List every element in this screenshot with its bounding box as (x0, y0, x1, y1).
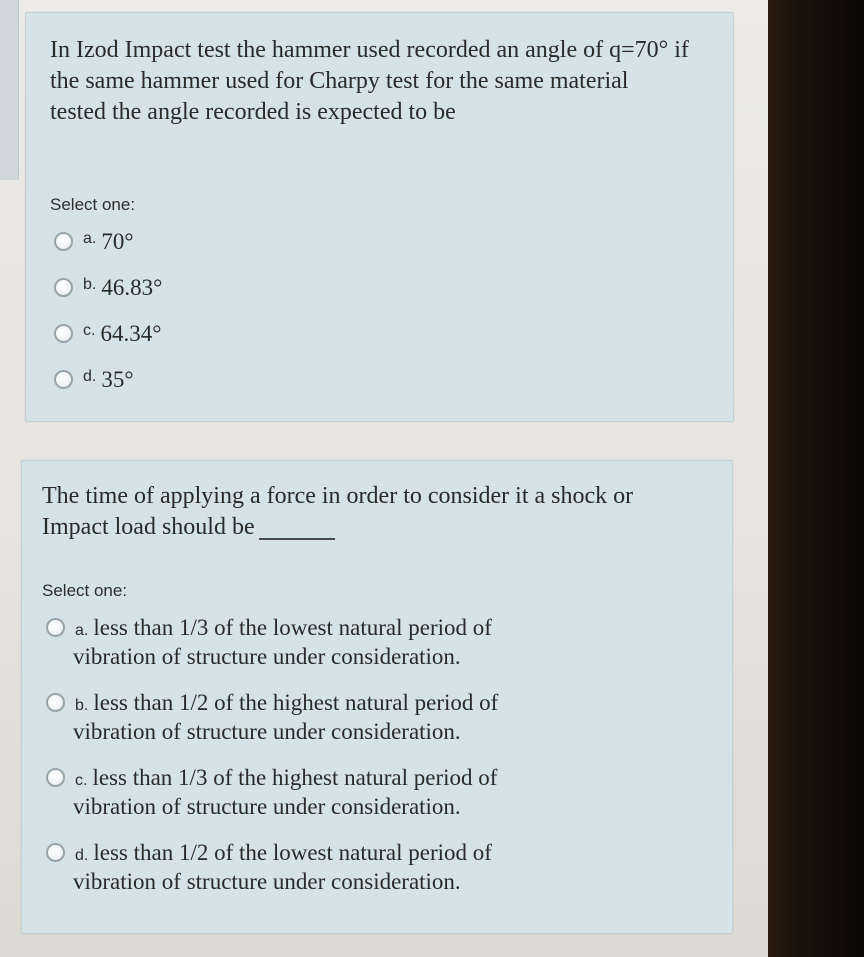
option-body (75, 613, 492, 671)
question-text-2 (42, 481, 692, 543)
option-body (75, 688, 498, 746)
option-body (75, 838, 492, 896)
option-text-line2: vibration of structure under consideration. (73, 644, 461, 669)
option-letter: b. (83, 276, 97, 293)
radio-button-icon[interactable] (46, 843, 65, 862)
answer-blank (259, 538, 335, 540)
option-first-line (75, 763, 497, 792)
answer-options-2 (46, 613, 666, 913)
question-card-2 (21, 460, 733, 934)
option-text: 35° (101, 367, 134, 392)
option-d[interactable] (54, 365, 162, 411)
question-prompt-2: The time of applying a force in order to consider it a shock or Impact load should be (42, 483, 634, 540)
left-edge-panel (0, 0, 19, 180)
option-a[interactable] (46, 613, 666, 688)
option-letter: a. (83, 230, 97, 247)
radio-button-icon[interactable] (54, 324, 73, 343)
option-letter: a. (75, 622, 89, 639)
option-letter: c. (83, 322, 96, 339)
radio-button-icon[interactable] (46, 768, 65, 787)
radio-button-icon[interactable] (54, 232, 73, 251)
select-one-label-2: Select one: (42, 581, 128, 600)
option-text-line1: less than 1/3 of the highest natural period of (92, 765, 498, 790)
option-first-line (75, 688, 498, 717)
option-c[interactable] (54, 319, 162, 365)
option-letter: d. (75, 847, 89, 864)
option-text-line2: vibration of structure under consideration. (73, 719, 461, 744)
option-c[interactable] (46, 763, 666, 838)
option-b[interactable] (46, 688, 666, 763)
option-first-line (75, 613, 492, 642)
radio-button-icon[interactable] (54, 278, 73, 297)
screen-bezel (768, 0, 864, 957)
question-text-1: In Izod Impact test the hammer used recorded an angle of q=70° if the same hammer used for Charpy test for the same material tested the angle recorded is expected to be (50, 37, 689, 125)
question-card-1 (25, 12, 734, 422)
option-a[interactable] (54, 227, 162, 273)
option-letter: d. (83, 368, 97, 385)
option-text-line1: less than 1/3 of the lowest natural period of (93, 615, 492, 640)
option-text: 64.34° (100, 321, 162, 346)
radio-button-icon[interactable] (46, 618, 65, 637)
option-text-line1: less than 1/2 of the lowest natural period of (93, 840, 492, 865)
answer-options-1 (54, 227, 162, 411)
option-d[interactable] (46, 838, 666, 913)
option-text-line2: vibration of structure under consideration. (73, 869, 461, 894)
option-text-line2: vibration of structure under consideration. (73, 794, 461, 819)
option-letter: b. (75, 697, 89, 714)
radio-button-icon[interactable] (54, 370, 73, 389)
option-text: 46.83° (101, 275, 163, 300)
option-letter: c. (75, 772, 88, 789)
select-one-label-1: Select one: (50, 195, 136, 214)
option-body (75, 763, 497, 821)
radio-button-icon[interactable] (46, 693, 65, 712)
option-first-line (75, 838, 492, 867)
option-text-line1: less than 1/2 of the highest natural period of (93, 690, 499, 715)
option-text: 70° (101, 229, 134, 254)
option-b[interactable] (54, 273, 162, 319)
